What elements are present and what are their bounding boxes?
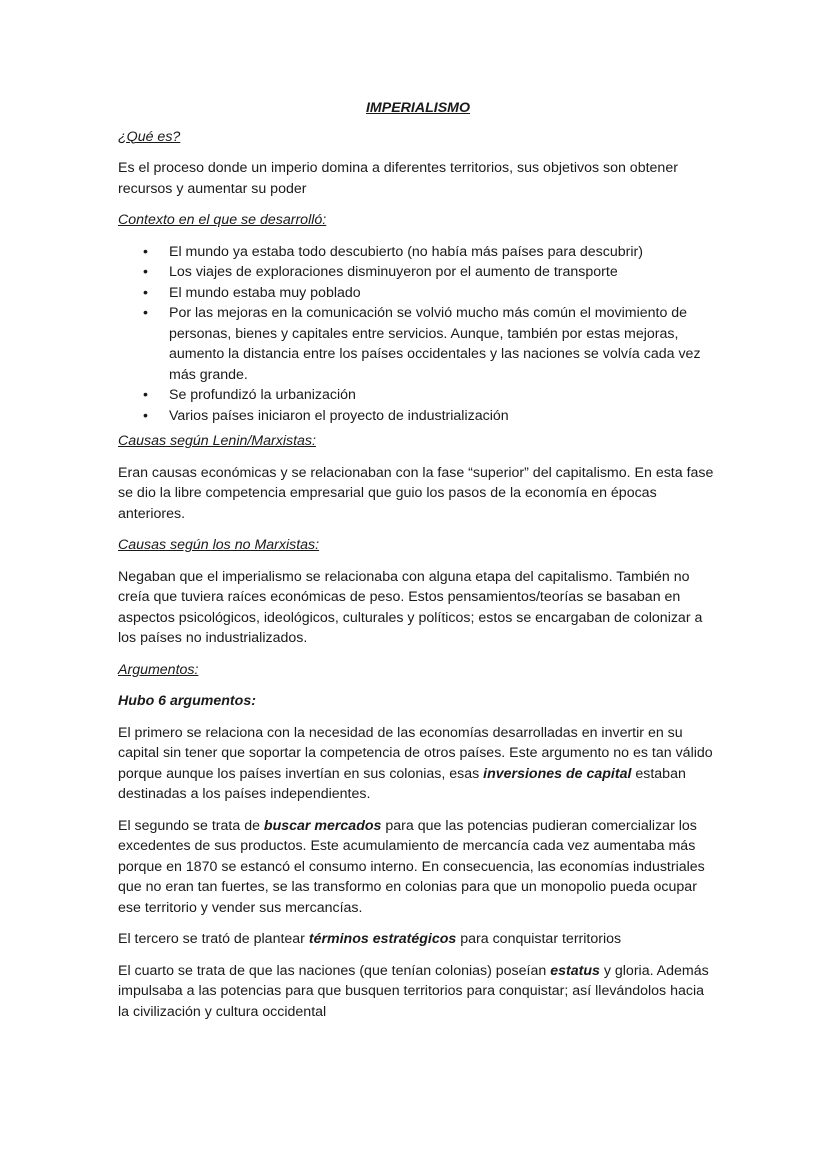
paragraph-causas-no-marxistas: Negaban que el imperialismo se relacionaba con alguna etapa del capitalismo. También no creía que tuviera raíces económicas de peso. Estos pensamientos/teorías se basaban en aspectos psicológicos, ideológicos, culturales y políticos; estos se encargaban de colonizar a los países no industrializados. (118, 568, 703, 646)
list-item-text: Por las mejoras en la comunicación se volvió mucho más común el movimiento de personas, bienes y capitales entre servicios. Aunque, también por estas mejoras, aumento la distancia entre los países occidentales y las naciones se volvía cada vez más grande. (169, 305, 701, 383)
keyword: estatus (550, 962, 600, 979)
text-segment: El cuarto se trata de que las naciones (que tenían colonias) poseían (118, 962, 551, 979)
heading-contexto: Contexto en el que se desarrolló: (118, 212, 327, 228)
list-item-text: Los viajes de exploraciones disminuyeron por el aumento de transporte (169, 264, 618, 280)
paragraph-argumento-2 (118, 816, 718, 919)
bullet-icon: • (143, 387, 148, 403)
paragraph-causas-lenin: Eran causas económicas y se relacionaban con la fase “superior” del capitalismo. En esta fase se dio la libre competencia empresarial que guio los pasos de la economía en épocas anteriores. (118, 464, 714, 522)
paragraph-argumento-1 (118, 723, 718, 805)
text-segment: El tercero se trató de plantear (118, 931, 309, 947)
text-segment: El segundo se trata de (118, 817, 264, 834)
list-item (118, 385, 718, 406)
paragraph-argumento-3 (118, 929, 718, 950)
list-item (118, 242, 718, 263)
list-item-text: Varios países iniciaron el proyecto de industrialización (169, 407, 509, 424)
text-segment: para que las potencias pudieran comercializar los excedentes de sus productos. Este acumulamiento de mercancía cada vez aumentaba más porque en 1870 se estancó el consumo interno. En consecuencia, las economías industriales que no eran tan fuertes, se las transformo en colonias para que un monopolio pueda ocupar ese territorio y vender sus mercancías. (118, 817, 705, 916)
subheading-seis-argumentos: Hubo 6 argumentos: (118, 693, 256, 709)
bullet-icon: • (143, 264, 148, 280)
list-item (118, 303, 718, 385)
list-item-text: El mundo ya estaba todo descubierto (no había más países para descubrir) (169, 243, 643, 260)
list-item (118, 283, 718, 304)
paragraph-argumento-4 (118, 961, 718, 1023)
text-segment: y gloria. Además impulsaba a las potencias para que busquen territorios para conquistar; así llevándolos hacia la civilización y cultura occidental (118, 962, 709, 1020)
heading-argumentos: Argumentos: (118, 661, 199, 678)
heading-causas-no-marxistas: Causas según los no Marxistas: (118, 537, 320, 553)
paragraph-que-es: Es el proceso donde un imperio domina a diferentes territorios, sus objetivos son obtener recursos y aumentar su poder (118, 160, 678, 197)
heading-causas-lenin: Causas según Lenin/Marxistas: (118, 433, 316, 449)
bullet-icon: • (143, 305, 148, 321)
document-body (118, 98, 718, 1033)
contexto-list (118, 242, 718, 427)
bullet-icon: • (143, 407, 148, 424)
document-title: IMPERIALISMO (365, 100, 471, 116)
keyword: inversiones de capital (483, 765, 632, 782)
text-segment: estaban destinadas a los países independientes. (118, 765, 686, 802)
list-item (118, 406, 718, 427)
keyword: términos estratégicos (308, 931, 457, 947)
list-item-text: El mundo estaba muy poblado (169, 284, 361, 301)
text-segment: para conquistar territorios (456, 931, 622, 947)
list-item (118, 262, 718, 283)
text-segment: El primero se relaciona con la necesidad de las economías desarrolladas en invertir en su capital sin tener que soportar la competencia de otros países. Este argumento no es tan válido porque aunque los países invertían en sus colonias, esas (118, 724, 713, 782)
bullet-icon: • (143, 284, 148, 301)
keyword: buscar mercados (263, 817, 382, 834)
bullet-icon: • (143, 243, 148, 260)
heading-que-es: ¿Qué es? (118, 128, 181, 145)
list-item-text: Se profundizó la urbanización (169, 387, 356, 403)
